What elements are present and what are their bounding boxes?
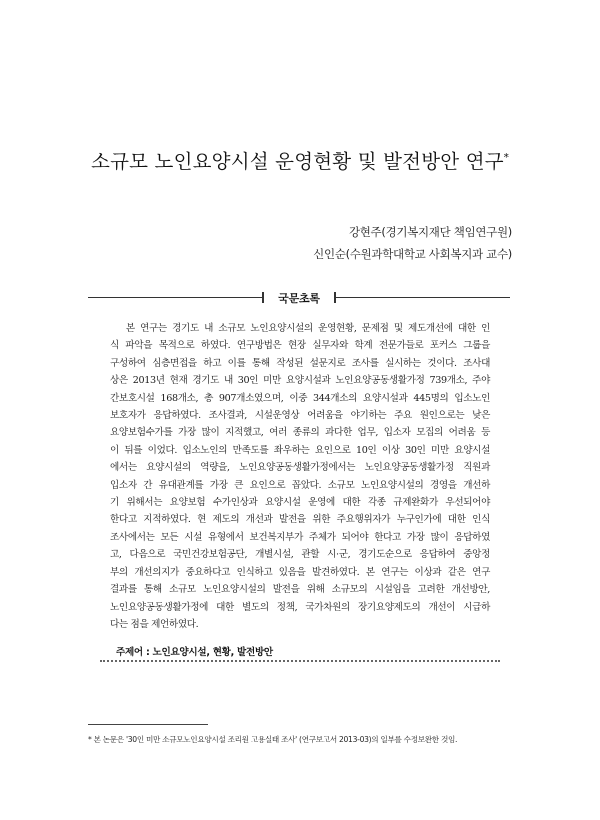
author-1: 강현주(경기복지재단 책임연구원) bbox=[348, 225, 512, 239]
abstract-line: 에서는 요양시설의 역량을, 노인요양공동생활가정에서는 노인요양공동생활가정 직원과 bbox=[110, 462, 490, 474]
abstract-line: 기 위해서는 요양보험 수가인상과 요양시설 운영에 대한 각종 규제완화가 우선되어야 bbox=[110, 497, 490, 509]
header-rule-right bbox=[334, 297, 510, 298]
abstract-body bbox=[110, 320, 490, 633]
title-text: 소규모 노인요양시설 운영현황 및 발전방안 연구 bbox=[91, 150, 504, 173]
title-footnote-mark: * bbox=[503, 152, 509, 164]
abstract-line: 다는 점을 제언하였다. bbox=[110, 618, 199, 630]
section-label: 국문초록 bbox=[278, 292, 320, 305]
abstract-line: 간보호시설 168개소, 총 907개소였으며, 이중 344개소의 요양시설과 445명의 입소노인 bbox=[110, 392, 490, 404]
author-2: 신인순(수원과학대학교 사회복지과 교수) bbox=[313, 247, 512, 261]
abstract-line: 노인요양공동생활가정에 대한 별도의 정책, 국가차원의 장기요양제도의 개선이 시급하 bbox=[110, 601, 490, 613]
abstract-line: 보호자가 응답하였다. 조사결과, 시설운영상 어려움을 야기하는 주요 원인으로는 낮은 bbox=[110, 410, 490, 422]
abstract-line: 조사에서는 모든 시설 유형에서 보건복지부가 주체가 되어야 한다고 가장 많이 응답하였 bbox=[110, 531, 490, 543]
paper-title bbox=[0, 146, 600, 174]
abstract-line: 한다고 지적하였다. 현 제도의 개선과 발전을 위한 주요행위자가 누구인가에 대한 인식 bbox=[110, 514, 490, 526]
abstract-line: 식 파악을 목적으로 하였다. 연구방법은 현장 실무자와 학계 전문가들로 포커스 그룹을 bbox=[110, 340, 490, 352]
footnote: * 본 논문은 '30인 미만 소규모노인요양시설 조리원 고용실태 조사' (연구보고서 2013-03)의 일부를 수정보완한 것임. bbox=[88, 735, 458, 744]
abstract-line: 고, 다음으로 국민건강보험공단, 개별시설, 관할 시·군, 경기도순으로 응답하여 중앙정 bbox=[110, 549, 490, 561]
abstract-line: 입소자 간 유대관계를 가장 큰 요인으로 꼽았다. 소규모 노인요양시설의 경영을 개선하 bbox=[110, 479, 490, 491]
footnote-rule bbox=[88, 724, 208, 725]
abstract-line: 결과를 통해 소규모 노인요양시설의 발전을 위해 소규모의 시설임을 고려한 개선방안, bbox=[110, 584, 490, 596]
keywords-dotted-rule bbox=[100, 660, 500, 662]
abstract-line: 이 뒤를 이었다. 입소노인의 만족도를 좌우하는 요인으로 10인 이상 30인 미만 요양시설 bbox=[110, 444, 490, 456]
keywords: 주제어 : 노인요양시설, 현황, 발전방안 bbox=[116, 647, 273, 658]
abstract-section-header bbox=[88, 290, 510, 304]
abstract-line: 구성하여 심층면접을 하고 이를 통해 작성된 설문지로 조사를 실시하는 것이다. 조사대 bbox=[110, 357, 490, 369]
abstract-line: 상은 2013년 현재 경기도 내 30인 미만 요양시설과 노인요양공동생활가정 739개소, 주야 bbox=[110, 375, 490, 387]
abstract-line: 부의 개선의지가 중요하다고 인식하고 있음을 발견하였다. 본 연구는 이상과 같은 연구 bbox=[110, 566, 490, 578]
abstract-line: 본 연구는 경기도 내 소규모 노인요양시설의 운영현황, 문제점 및 제도개선에 대한 인 bbox=[110, 323, 490, 334]
abstract-line: 요양보험수가를 가장 많이 지적했고, 여러 종류의 과다한 업무, 입소자 모집의 어려움 등 bbox=[110, 427, 490, 439]
